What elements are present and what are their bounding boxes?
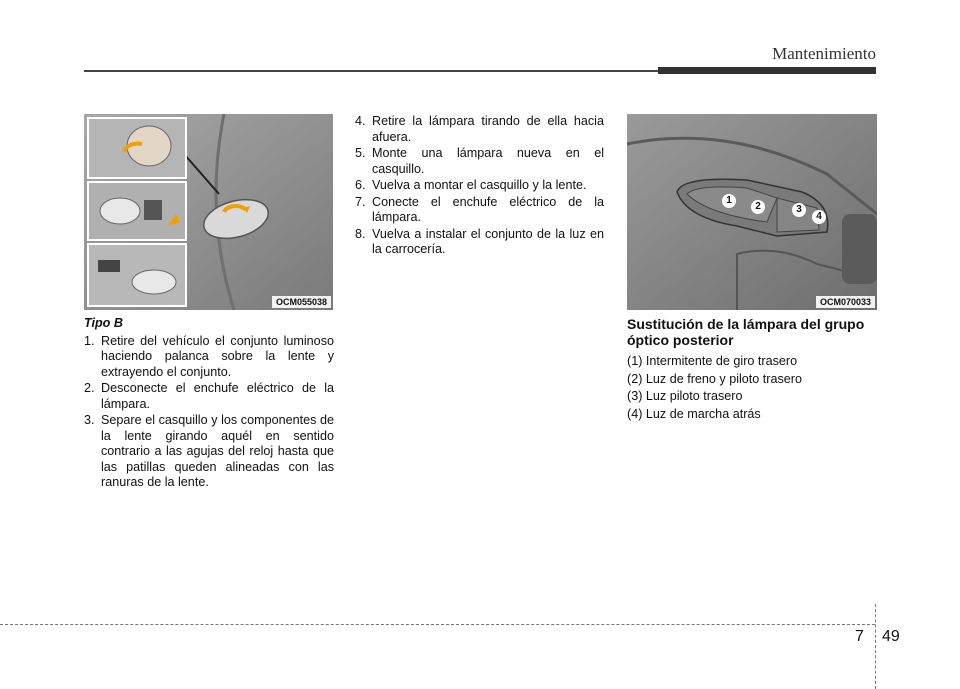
step-text: Separe el casquillo y los componentes de la lente girando aquél en sentido contrario a las agujas del reloj hasta que las patillas queden alineadas con las ranuras de la lente. xyxy=(101,413,334,489)
step-text: Conecte el enchufe eléctrico de la lámpara. xyxy=(372,194,604,224)
lamp-label-1: 1 xyxy=(722,194,736,208)
step-text: Monte una lámpara nueva en el casquillo. xyxy=(372,146,604,176)
step-text: Retire del vehículo el conjunto luminoso haciendo palanca sobre la lente y extrayendo el conjunto. xyxy=(101,333,334,379)
step-number: 2. xyxy=(84,381,95,395)
header-rule-thin xyxy=(84,70,658,72)
step-item xyxy=(84,334,334,381)
page-header-title: Mantenimiento xyxy=(772,44,876,63)
side-lamp-illustration xyxy=(84,114,333,310)
list-item: (1) Intermitente de giro trasero xyxy=(627,354,798,368)
list-item: (4) Luz de marcha atrás xyxy=(627,406,761,421)
footer-rule xyxy=(0,624,875,625)
type-b-subheading: Tipo B xyxy=(84,316,123,330)
lamp-label-2: 2 xyxy=(751,200,765,214)
step-text: Desconecte el enchufe eléctrico de la lámpara. xyxy=(101,381,334,411)
column-1 xyxy=(84,316,334,492)
column-3 xyxy=(627,316,877,424)
list-item: (3) Luz piloto trasero xyxy=(627,389,743,403)
step-item xyxy=(84,381,334,412)
chapter-number: 7 xyxy=(855,628,864,645)
lamp-label-3: 3 xyxy=(792,203,806,217)
left-figure-code: OCM055038 xyxy=(272,296,331,308)
step-text: Retire la lámpara tirando de ella hacia afuera. xyxy=(372,114,604,144)
rear-lamp-illustration xyxy=(627,114,877,310)
step-item xyxy=(84,413,334,491)
side-lamp-figure xyxy=(84,114,333,310)
step-item xyxy=(355,114,604,145)
step-number: 3. xyxy=(84,413,95,427)
step-number: 8. xyxy=(355,226,366,241)
bulb-list xyxy=(627,354,877,422)
step-item xyxy=(355,195,604,226)
header-rule-thick xyxy=(658,67,876,74)
step-number: 7. xyxy=(355,194,366,209)
steps-list-2 xyxy=(355,114,604,258)
step-item xyxy=(355,146,604,177)
right-figure-code: OCM070033 xyxy=(816,296,875,308)
steps-list-1 xyxy=(84,334,334,491)
rear-lamp-figure xyxy=(627,114,877,310)
footer-divider xyxy=(875,604,876,689)
step-text: Vuelva a instalar el conjunto de la luz en la carrocería. xyxy=(372,226,604,256)
step-number: 4. xyxy=(355,114,366,128)
step-number: 5. xyxy=(355,146,366,160)
lamp-label-4: 4 xyxy=(812,210,826,224)
column-2 xyxy=(355,114,604,259)
step-item xyxy=(355,227,604,258)
page-number: 49 xyxy=(882,628,900,645)
step-number: 6. xyxy=(355,178,366,192)
list-item: (2) Luz de freno y piloto trasero xyxy=(627,371,803,386)
step-text: Vuelva a montar el casquillo y la lente. xyxy=(372,178,587,192)
step-item xyxy=(355,178,604,194)
step-number: 1. xyxy=(84,333,95,348)
section-title: Sustitución de la lámpara del grupo óptico posterior xyxy=(627,316,865,348)
